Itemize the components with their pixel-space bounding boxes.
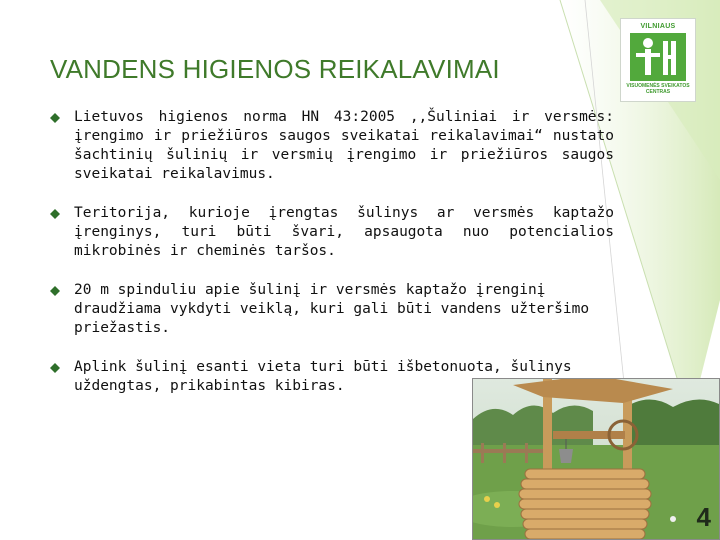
diamond-bullet-icon: [50, 113, 60, 123]
health-center-logo: [620, 18, 696, 102]
diamond-bullet-icon: [50, 209, 60, 219]
logo-top-text: VILNIAUS: [640, 23, 676, 30]
slide-title: VANDENS HIGIENOS REIKALAVIMAI: [50, 54, 500, 84]
bullet-item: [48, 108, 614, 184]
logo-bottom-text: VISUOMENĖS SVEIKATOS CENTRAS: [626, 83, 690, 95]
diamond-bullet-icon: [50, 286, 60, 296]
logo-emblem-icon: [630, 33, 686, 81]
page-number: 4: [696, 502, 711, 532]
bullet-text: Lietuvos higienos norma HN 43:2005 ,,Šuliniai ir versmės: įrengimo ir priežiūros saugos sveikatai reikalavimai“ nustato šachtinių šulinių ir versmių įrengimo ir priežiūros saugos sveikatai reikalavimus.: [74, 109, 614, 182]
diamond-bullet-icon: [50, 363, 60, 373]
bullet-text: Teritorija, kurioje įrengtas šulinys ar versmės kaptažo įrenginys, turi būti švari, apsaugota nuo potencialios mikrobinės ir cheminės taršos.: [74, 205, 614, 259]
bullet-text: Aplink šulinį esanti vieta turi būti išbetonuota, šulinys uždengtas, prikabintas kibiras.: [74, 359, 572, 394]
bullet-text: 20 m spinduliu apie šulinį ir versmės kaptažo įrenginį draudžiama vykdyti veiklą, kuri gali būti vandens užteršimo priežastis.: [74, 282, 590, 336]
bullet-list: [48, 108, 614, 416]
wooden-well-photo: [472, 378, 720, 540]
bullet-item: [48, 204, 614, 261]
bullet-item: [48, 281, 614, 338]
